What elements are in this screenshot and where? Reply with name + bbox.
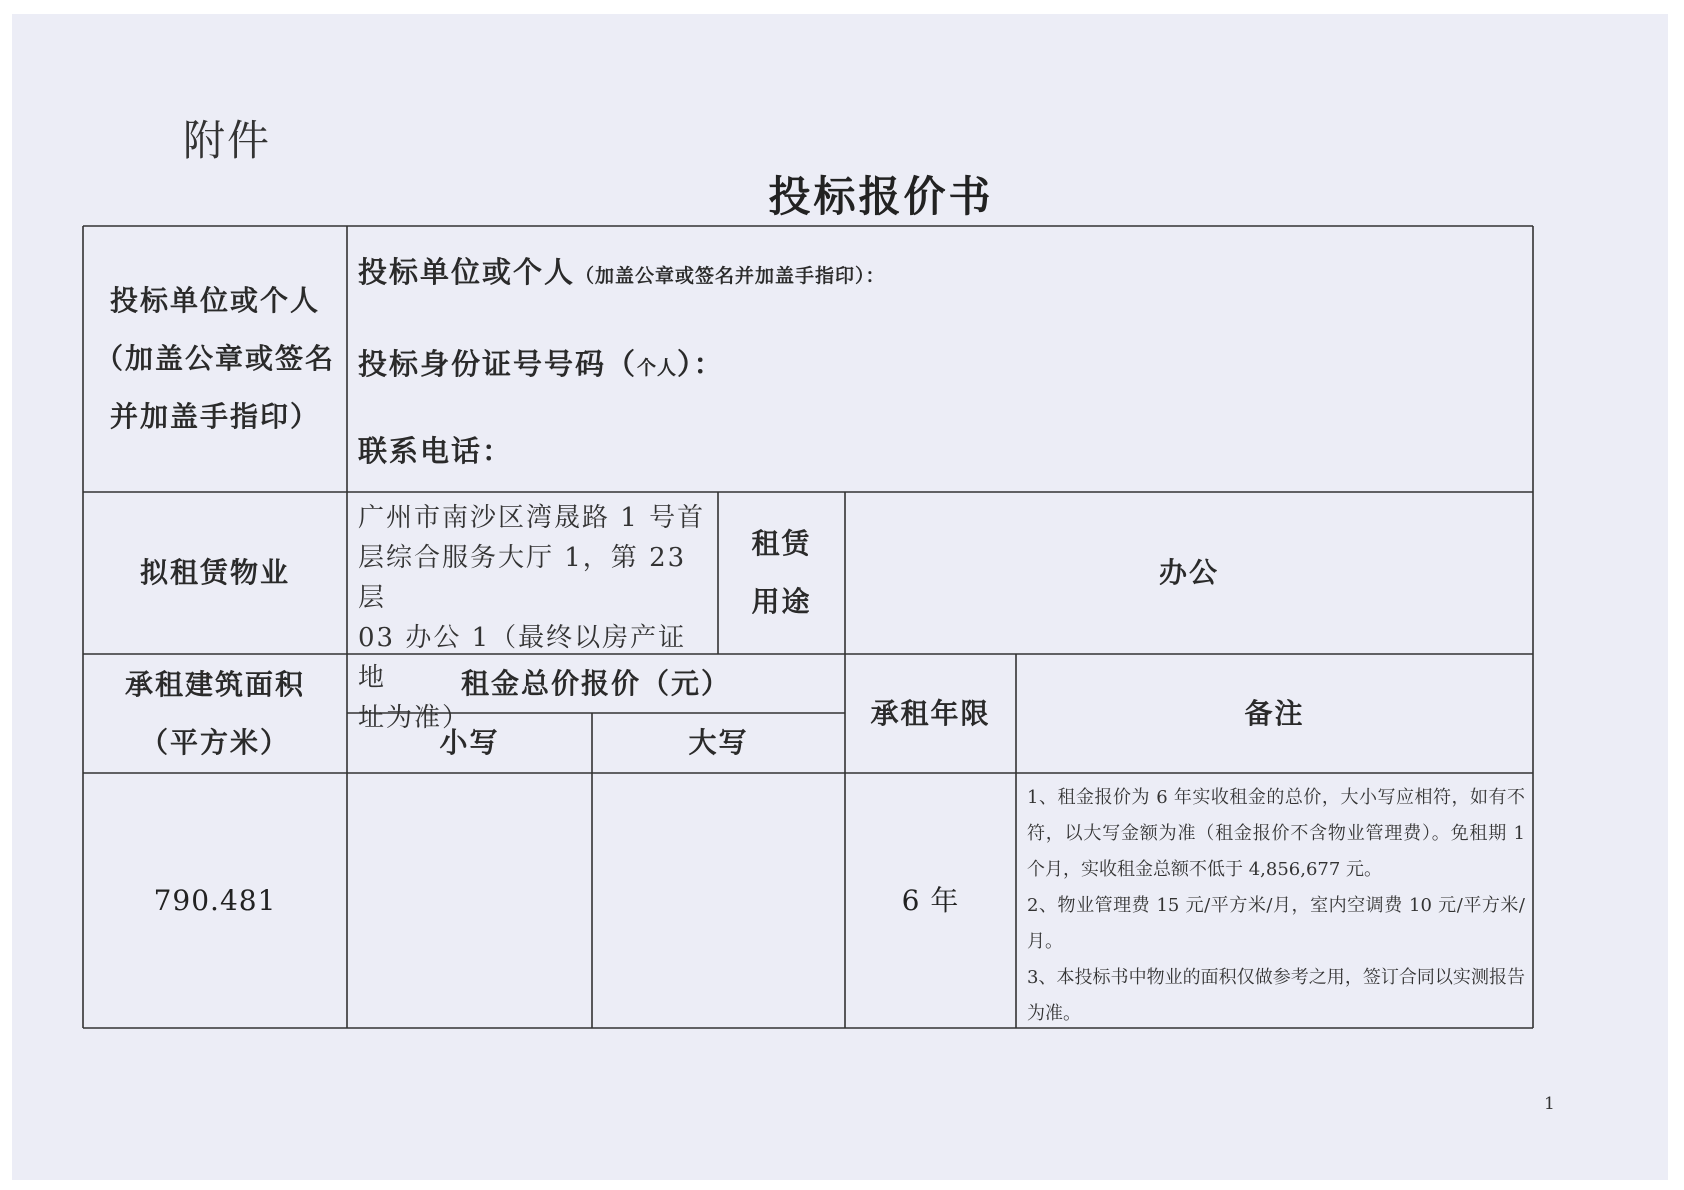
property-label: 拟租赁物业 <box>139 556 290 589</box>
page-number: 1 <box>1544 1094 1555 1114</box>
document-title: 投标报价书 <box>768 172 994 221</box>
bidder-label-line: 投标单位或个人 <box>109 284 320 317</box>
address-line: 址为准） <box>358 703 471 733</box>
usage-label <box>718 492 845 654</box>
address-line: 03 办公 1（最终以房产证地 <box>358 623 687 693</box>
usage-value: 办公 <box>1158 556 1219 589</box>
remarks-header: 备注 <box>1244 696 1305 730</box>
bidder-name-label: 投标单位或个人 <box>358 255 576 289</box>
area-header-line: 承租建筑面积 <box>124 667 305 701</box>
id-number-field[interactable] <box>358 342 725 383</box>
bidder-label-line: （加盖公章或签名 <box>94 342 335 375</box>
note-item: 2、物业管理费 15 元/平方米/月，室内空调费 10 元/平方米/月。 <box>1027 895 1525 952</box>
usage-label-line: 租赁 <box>751 527 812 560</box>
lower-case-input[interactable] <box>347 773 592 1028</box>
phone-field[interactable] <box>358 429 513 470</box>
term-value: 6 年 <box>901 883 960 917</box>
bidder-name-field[interactable] <box>358 250 886 291</box>
area-header-line: （平方米） <box>139 725 290 759</box>
remarks-notes <box>1027 780 1525 1032</box>
note-item: 3、本投标书中物业的面积仅做参考之用，签订合同以实测报告为准。 <box>1027 967 1525 1024</box>
bidder-name-note: （加盖公章或签名并加盖手指印）： <box>575 265 886 287</box>
address-line: 层综合服务大厅 1，第 23 层 <box>358 543 687 613</box>
price-header: 租金总价报价（元） <box>460 666 731 700</box>
attachment-label: 附件 <box>183 116 272 165</box>
address-line: 广州市南沙区湾晟路 1 号首 <box>358 503 706 533</box>
bidder-label <box>83 226 347 492</box>
upper-case-header: 大写 <box>688 726 749 759</box>
area-header <box>83 654 347 773</box>
bidder-label-line: 并加盖手指印） <box>109 400 320 433</box>
area-value: 790.481 <box>153 883 277 917</box>
upper-case-input[interactable] <box>592 773 845 1028</box>
lower-case-header: 小写 <box>439 726 500 759</box>
term-header: 承租年限 <box>870 696 991 730</box>
phone-label: 联系电话： <box>358 434 514 468</box>
id-number-label: 投标身份证号号码（ <box>358 347 638 381</box>
usage-label-line: 用途 <box>751 585 812 618</box>
id-number-label-end: ）： <box>677 347 725 381</box>
note-item: 1、租金报价为 6 年实收租金的总价，大小写应相符，如有不符，以大写金额为准（租金报价不含物业管理费）。免租期 1 个月，实收租金总额不低于 4,856,677 元。 <box>1027 787 1525 880</box>
id-number-note: 个人 <box>637 357 678 379</box>
